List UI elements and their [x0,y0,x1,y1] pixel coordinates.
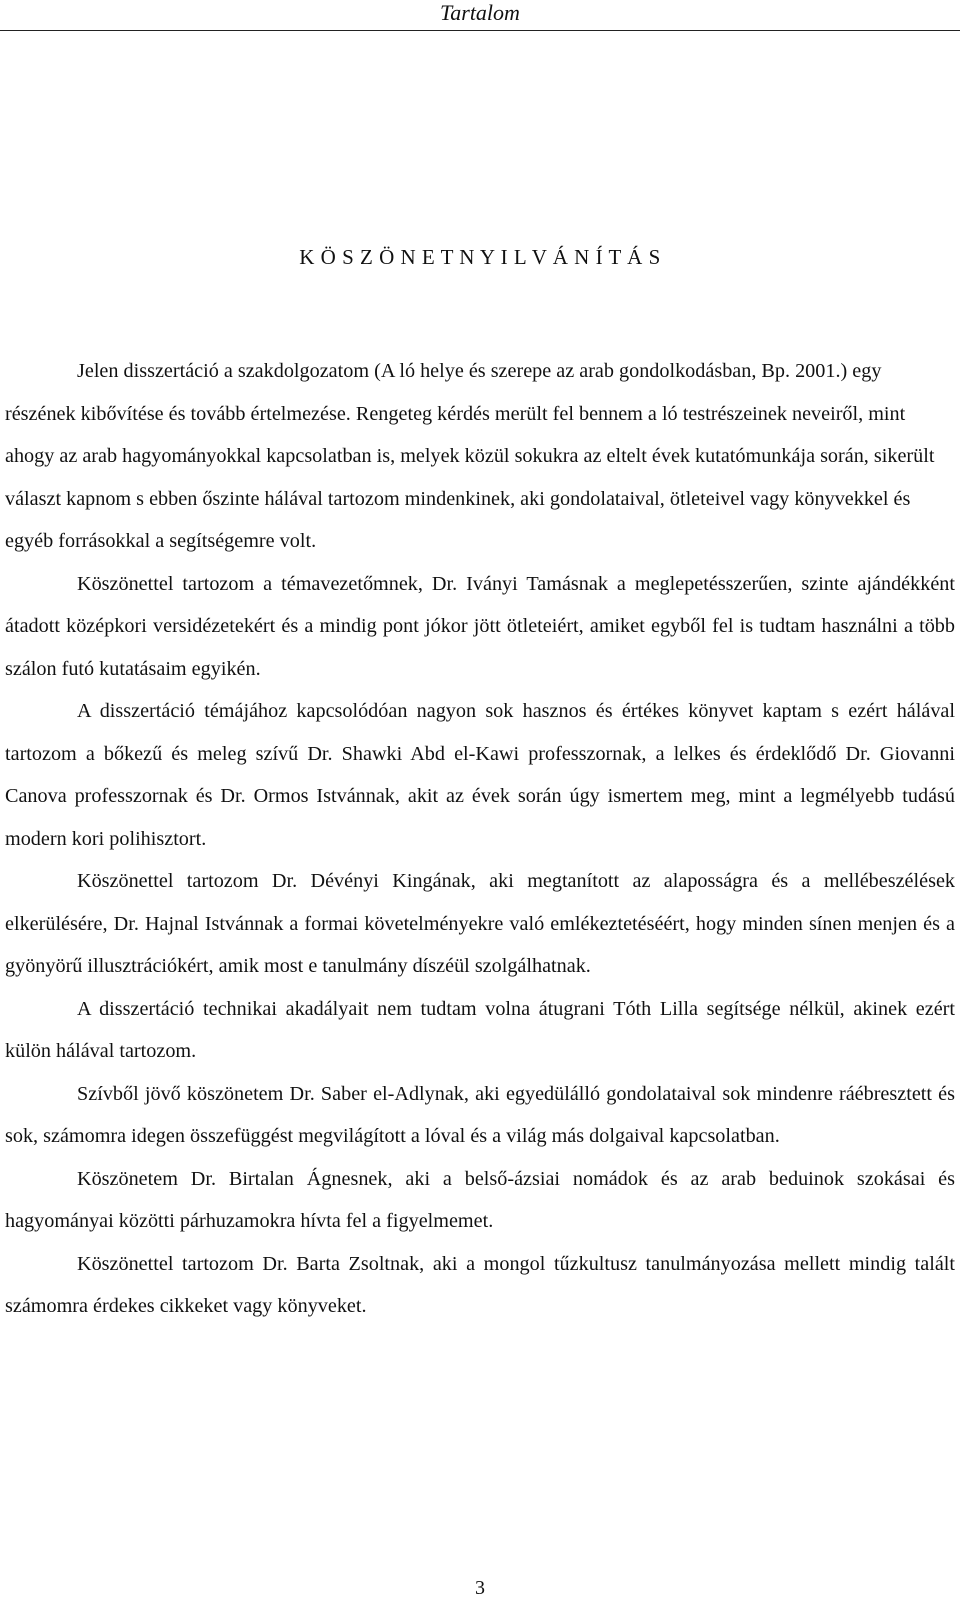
paragraph-intro: Jelen disszertáció a szakdolgozatom (A ló helye és szerepe az arab gondolkodásban, Bp. 2001.) egy részének kibővítése és tovább értelmezése. Rengeteg kérdés merült fel bennem a ló testrészeinek neveiről, mint ahogy az arab hagyományokkal kapcsolatban is, melyek közül sokukra az eltelt évek kutatómunkája során, sikerült választ kapnom s ebben őszinte hálával tartozom mindenkinek, aki gondolataival, ötleteivel vagy könyvekkel és egyéb forrásokkal a segítségemre volt. [5,360,935,552]
paragraph-toth: A disszertáció technikai akadályait nem tudtam volna átugrani Tóth Lilla segítsége nélkül, akinek ezért külön hálával tartozom. [5,997,955,1062]
page-number: 3 [475,1577,485,1599]
paragraph-supervisor: Köszönettel tartozom a témavezetőmnek, Dr. Iványi Tamásnak a meglepetésszerűen, szinte ajándékként átadott középkori versidézetekért és a mindig pont jókor jött ötleteiért, amiket egyből fel is tudtam használni a több szálon futó kutatásaim egyikén. [5,572,955,680]
paragraph-barta: Köszönettel tartozom Dr. Barta Zsoltnak, aki a mongol tűzkultusz tanulmányozása mellett mindig talált számomra érdekes cikkeket vagy könyveket. [5,1252,955,1317]
paragraph-devenyi-hajnal: Köszönettel tartozom Dr. Dévényi Kingának, aki megtanított az alaposságra és a mellébeszélések elkerülésére, Dr. Hajnal Istvánnak a formai követelményekre való emlékeztetéséért, hogy minden sínen menjen és a gyönyörű illusztrációkért, amik most e tanulmány díszéül szolgálhatnak. [5,870,955,977]
header-divider [0,30,960,31]
paragraph-birtalan: Köszönetem Dr. Birtalan Ágnesnek, aki a belső-ázsiai nomádok és az arab beduinok szokásai és hagyományai közötti párhuzamokra hívta fel a figyelmemet. [5,1167,955,1232]
page-title: K Ö S Z Ö N E T N Y I L V Á N Í T Á S [299,245,661,269]
running-header: Tartalom [440,0,520,25]
paragraph-books: A disszertáció témájához kapcsolódóan nagyon sok hasznos és értékes könyvet kaptam s ezért hálával tartozom a bőkezű és meleg szívű Dr. Shawki Abd el-Kawi professzornak, a lelkes és érdeklődő Dr. Giovanni Canova professzornak és Dr. Ormos Istvánnak, akit az évek során úgy ismertem meg, mint a legmélyebb tudású modern kori polihisztort. [5,700,955,850]
paragraph-el-adly: Szívből jövő köszönetem Dr. Saber el-Adlynak, aki egyedülálló gondolataival sok mindenre ráébresztett és sok, számomra idegen összefüggést megvilágított a lóval és a világ más dolgaival kapcsolatban. [5,1082,955,1147]
document-body [5,350,955,1328]
